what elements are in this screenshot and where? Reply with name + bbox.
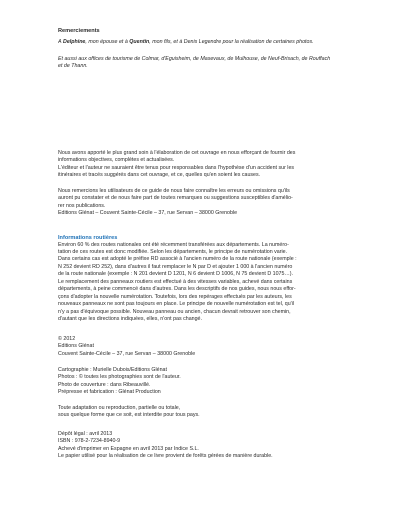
thanks-paragraph (58, 188, 384, 218)
road-info-line: Dans certains cas est adopté le préfixe RD associé à l'ancien numéro de la route nationale (exemple : (58, 256, 297, 263)
road-info-paragraph (58, 242, 384, 324)
thanks-line: Éditions Glénat – Couvent Sainte-Cécile – 37, rue Servan – 38000 Grenoble (58, 210, 238, 217)
disclaimer-line: L'éditeur et l'auteur ne sauraient être tenus pour responsables dans l'hypothèse d'un accident sur les (58, 164, 295, 171)
disclaimer-line: informations objectives, complètes et actualisées. (58, 157, 175, 164)
publisher-block (58, 336, 384, 358)
road-info-line: n'y a pas d'équivoque possible. Nouveau panneau ou ancien, chacun devrait retrouver son chemin, (58, 308, 291, 315)
dedication-name-quentin: Quentin (129, 39, 150, 45)
road-info-line: tation de ces routes est donc modifiée. Selon les départements, le principe de numérotation varie. (58, 248, 288, 255)
disclaimer-paragraph (58, 150, 384, 180)
road-info-heading: Informations routières (58, 235, 118, 241)
credits-line: Prépresse et fabrication : Glénat Production (58, 389, 161, 396)
credits-line: Photos : © toutes les photographies sont de l'auteur. (58, 374, 181, 381)
dedication-text (58, 39, 384, 46)
acknowledgements-heading: Remerciements (58, 28, 100, 34)
legal-block (58, 431, 384, 461)
dedication-prefix: À (58, 39, 64, 45)
road-info-line: çons d'adopter la nouvelle numérotation. Toutefois, lors des repérages effectués par les auteurs, les (58, 293, 292, 300)
legal-line: Le papier utilisé pour la réalisation de ce livre provient de forêts gérées de manière durable. (58, 453, 273, 460)
road-info-line: de la route nationale (exemple : N 201 devient D 1201, N 6 devient D 1006, N 75 devient D 1075…). (58, 271, 293, 278)
legal-line: Achevé d'imprimer en Espagne en avril 2013 par Indice S.L. (58, 445, 199, 452)
dedication-line (58, 39, 384, 46)
publisher-line: © 2012 (58, 336, 76, 342)
publisher-line: Couvent Sainte-Cécile – 37, rue Servan – 38000 Grenoble (58, 350, 196, 357)
publisher-line: Éditions Glénat (58, 343, 94, 350)
credits-line: Photo de couverture : dans Ribeauvillé. (58, 381, 151, 388)
credits-block (58, 367, 384, 397)
thanks-line: rer nos publications. (58, 202, 106, 209)
tourism-line: et de Thann. (58, 63, 88, 70)
credits-line: Cartographie : Murielle Dubois/Éditions Glénat (58, 367, 167, 373)
legal-line: ISBN : 978-2-7234-8940-9 (58, 438, 121, 445)
rights-line: Toute adaptation ou reproduction, partielle ou totale, (58, 405, 181, 411)
road-info-line: Le remplacement des panneaux routiers est effectué à des vitesses variables, achevé dans certains (58, 278, 293, 285)
rights-line: sous quelque forme que ce soit, est interdite pour tous pays. (58, 412, 200, 419)
tourism-line: Et aussi aux offices de tourisme de Colmar, d'Eguisheim, de Masevaux, de Mulhouse, de Neuf-Brisach, de Rouffach (58, 56, 331, 62)
tourism-offices-paragraph (58, 56, 384, 71)
rights-block (58, 405, 384, 420)
road-info-line: d'autant que les directions indiquées, elles, n'ont pas changé. (58, 316, 202, 323)
road-info-line: N 252 devient RD 252), dans d'autres il faut remplacer le N par D et ajouter 1 000 à l'ancien numéro (58, 263, 293, 270)
legal-line: Dépôt légal : avril 2013 (58, 431, 113, 437)
road-info-line: Environ 60 % des routes nationales ont été récemment transférées aux départements. La numéro- (58, 241, 289, 248)
disclaimer-line: Nous avons apporté le plus grand soin à l'élaboration de cet ouvrage en nous efforçant de fournir des (58, 150, 296, 156)
dedication-middle: , mon épouse et à (85, 39, 130, 45)
thanks-line: Nous remercions les utilisateurs de ce guide de nous faire connaître les erreurs ou omissions qu'ils (58, 188, 290, 194)
disclaimer-line: itinéraires et tracés suggérés dans cet ouvrage, et ce, quelles qu'en soient les causes. (58, 172, 261, 179)
thanks-line: auront pu constater et de nous faire part de toutes remarques ou suggestions susceptibles d'amélio- (58, 195, 293, 202)
dedication-suffix: , mon fils, et à Denis Legendre pour la réalisation de certaines photos. (149, 39, 314, 45)
road-info-line: départements, à peine commencé dans d'autres. Dans les descriptifs de nos guides, nous nous effor- (58, 286, 296, 293)
dedication-name-delphine: Delphine (63, 39, 86, 45)
road-info-line: nouveaux panneaux ne sont pas toujours en place. Le principe de nouvelle numérotation est tel, qu'il (58, 301, 295, 308)
